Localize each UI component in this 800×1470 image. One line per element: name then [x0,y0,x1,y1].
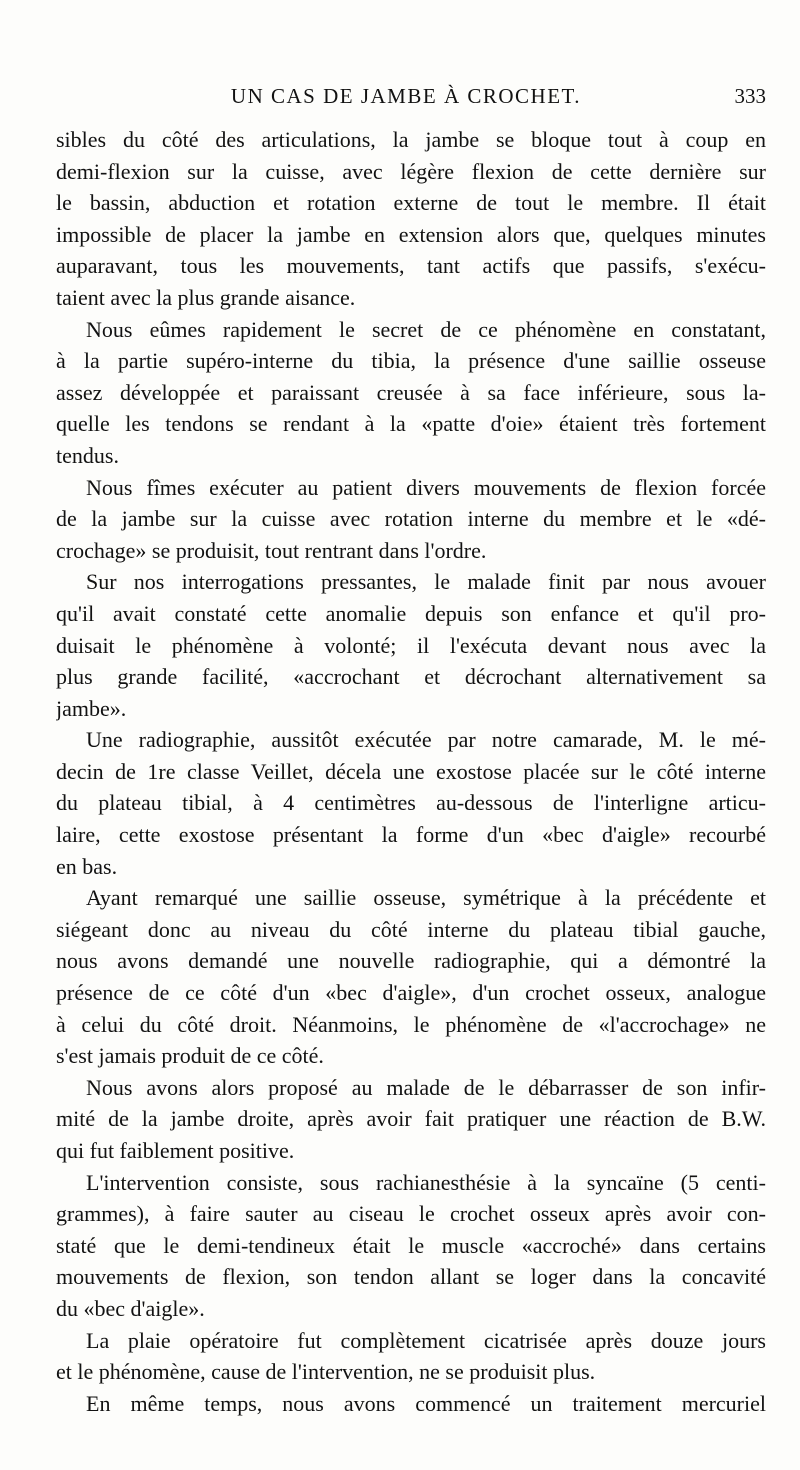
text-line: Sur nos interrogations pressantes, le malade finit par nous avouer [86,569,766,595]
text-line: assez développée et paraissant creusée à sa face inférieure, sous la- [56,379,766,405]
text-line: En même temps, nous avons commencé un traitement mercuriel [86,1390,766,1416]
text-line: taient avec la plus grande aisance. [56,284,356,310]
running-title: UN CAS DE JAMBE À CROCHET. [230,84,582,108]
text-line: Ayant remarqué une saillie osseuse, symétrique à la précédente et [86,885,766,911]
text-line: siégeant donc au niveau du côté interne du plateau tibial gauche, [56,916,766,942]
text-line: s'est jamais produit de ce côté. [56,1043,324,1069]
text-line: le bassin, abduction et rotation externe de tout le membre. Il était [56,190,766,216]
text-line: laire, cette exostose présentant la forme d'un «bec d'aigle» recourbé [56,822,766,848]
body-text [56,124,766,1419]
text-line: tendus. [56,442,119,468]
text-line: mouvements de flexion, son tendon allant se loger dans la concavité [56,1264,766,1290]
text-line: quelle les tendons se rendant à la «patte d'oie» étaient très fortement [56,411,766,437]
text-line: du «bec d'aigle». [56,1295,205,1321]
text-line: de la jambe sur la cuisse avec rotation interne du membre et le «dé- [56,506,766,532]
text-line: plus grande facilité, «accrochant et décrochant alternativement sa [56,664,766,690]
text-line: sibles du côté des articulations, la jambe se bloque tout à coup en [56,127,766,152]
text-line: du plateau tibial, à 4 centimètres au-dessous de l'interligne articu- [56,790,766,816]
text-line: présence de ce côté d'un «bec d'aigle», d'un crochet osseux, analogue [56,980,766,1006]
text-line: crochage» se produisit, tout rentrant dans l'ordre. [56,537,487,563]
text-line: staté que le demi-tendineux était le muscle «accroché» dans certains [56,1232,766,1258]
text-line: à la partie supéro-interne du tibia, la présence d'une saillie osseuse [56,348,766,374]
text-line: auparavant, tous les mouvements, tant actifs que passifs, s'exécu- [56,253,766,279]
text-line: La plaie opératoire fut complètement cicatrisée après douze jours [86,1327,766,1353]
text-line: jambe». [56,695,127,721]
text-line: Nous avons alors proposé au malade de le débarrasser de son infir- [86,1074,766,1100]
text-line: impossible de placer la jambe en extension alors que, quelques minutes [56,221,766,247]
text-line: Nous fîmes exécuter au patient divers mouvements de flexion forcée [86,474,766,500]
text-line: qui fut faiblement positive. [56,1138,295,1163]
text-line: en bas. [56,853,118,879]
text-line: qu'il avait constaté cette anomalie depuis son enfance et qu'il pro- [56,600,766,626]
text-line: decin de 1re classe Veillet, décela une exostose placée sur le côté interne [56,758,766,784]
running-head [56,84,766,114]
text-line: duisait le phénomène à volonté; il l'exécuta devant nous avec la [56,632,766,658]
text-line: à celui du côté droit. Néanmoins, le phénomène de «l'accrochage» ne [56,1011,766,1037]
text-line: grammes), à faire sauter au ciseau le crochet osseux après avoir con- [56,1201,766,1227]
text-line: nous avons demandé une nouvelle radiographie, qui a démontré la [56,948,766,974]
text-line: demi-flexion sur la cuisse, avec légère flexion de cette dernière sur [56,158,766,184]
text-line: Une radiographie, aussitôt exécutée par notre camarade, M. le mé- [86,727,766,753]
text-line: L'intervention consiste, sous rachianesthésie à la syncaïne (5 centi- [86,1169,766,1195]
text-line: mité de la jambe droite, après avoir fait pratiquer une réaction de B.W. [56,1106,766,1132]
text-line: Nous eûmes rapidement le secret de ce phénomène en constatant, [86,316,766,342]
page-number: 333 [734,84,766,108]
text-line: et le phénomène, cause de l'intervention, ne se produisit plus. [56,1359,596,1385]
